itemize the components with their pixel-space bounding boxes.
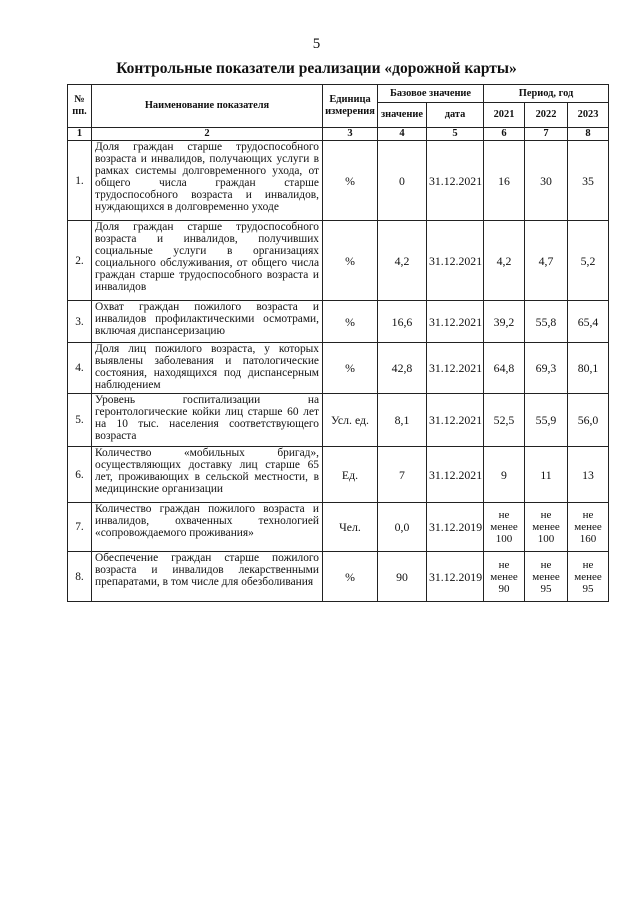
indicator-name: Доля граждан старше трудоспособного возраста и инвалидов, получающих услуги в рамках системы долговременного ухода, от общего числа граждан старше трудоспособного возраста и инвалидов, нуждающихся в долговременно уходе: [92, 141, 323, 221]
base-date-cell: 31.12.2021: [427, 221, 484, 301]
year-2022-cell: 11: [525, 447, 568, 503]
row-number: 5.: [68, 394, 92, 447]
year-2023-cell: 80,1: [568, 343, 609, 394]
year-2021-cell: 16: [484, 141, 525, 221]
header-unit: Единица измерения: [323, 85, 378, 128]
row-number: 3.: [68, 301, 92, 343]
header-year-2022: 2022: [525, 103, 568, 128]
table-row: [68, 221, 609, 301]
year-2023-cell: 65,4: [568, 301, 609, 343]
header-base-date: дата: [427, 103, 484, 128]
base-date-cell: 31.12.2019: [427, 503, 484, 552]
unit-cell: %: [323, 301, 378, 343]
column-number: 3: [323, 128, 378, 141]
year-2021-cell: 4,2: [484, 221, 525, 301]
unit-cell: Усл. ед.: [323, 394, 378, 447]
year-2022-cell: 55,9: [525, 394, 568, 447]
table-row: [68, 343, 609, 394]
year-2022-cell: не менее 100: [525, 503, 568, 552]
row-number: 8.: [68, 552, 92, 602]
year-2021-cell: 39,2: [484, 301, 525, 343]
unit-cell: %: [323, 552, 378, 602]
indicator-name: Охват граждан пожилого возраста и инвалидов профилактическими осмотрами, включая диспансеризацию: [92, 301, 323, 343]
base-date-cell: 31.12.2021: [427, 343, 484, 394]
year-2022-cell: не менее 95: [525, 552, 568, 602]
row-number: 6.: [68, 447, 92, 503]
row-number: 2.: [68, 221, 92, 301]
indicator-name: Количество граждан пожилого возраста и инвалидов, охваченных технологией «сопровождаемого проживания»: [92, 503, 323, 552]
header-num: № пп.: [68, 85, 92, 128]
column-number: 5: [427, 128, 484, 141]
column-numbers-row: [68, 128, 609, 141]
table-row: [68, 301, 609, 343]
base-date-cell: 31.12.2019: [427, 552, 484, 602]
year-2021-cell: 64,8: [484, 343, 525, 394]
base-value-cell: 0,0: [378, 503, 427, 552]
base-date-cell: 31.12.2021: [427, 394, 484, 447]
base-value-cell: 90: [378, 552, 427, 602]
header-name: Наименование показателя: [92, 85, 323, 128]
table-row: [68, 552, 609, 602]
column-number: 8: [568, 128, 609, 141]
table-row: [68, 447, 609, 503]
unit-cell: Ед.: [323, 447, 378, 503]
year-2022-cell: 69,3: [525, 343, 568, 394]
year-2021-cell: 52,5: [484, 394, 525, 447]
column-number: 1: [68, 128, 92, 141]
kpi-table: [67, 84, 609, 602]
base-value-cell: 42,8: [378, 343, 427, 394]
column-number: 6: [484, 128, 525, 141]
document-title: Контрольные показатели реализации «дорожной карты»: [116, 60, 517, 77]
column-number: 2: [92, 128, 323, 141]
header-year-2023: 2023: [568, 103, 609, 128]
table-row: [68, 394, 609, 447]
unit-cell: Чел.: [323, 503, 378, 552]
year-2022-cell: 55,8: [525, 301, 568, 343]
base-value-cell: 4,2: [378, 221, 427, 301]
year-2023-cell: не менее 95: [568, 552, 609, 602]
header-period: Период, год: [484, 85, 609, 103]
row-number: 4.: [68, 343, 92, 394]
unit-cell: %: [323, 221, 378, 301]
base-date-cell: 31.12.2021: [427, 141, 484, 221]
base-value-cell: 7: [378, 447, 427, 503]
year-2021-cell: 9: [484, 447, 525, 503]
row-number: 7.: [68, 503, 92, 552]
table-row: [68, 503, 609, 552]
unit-cell: %: [323, 343, 378, 394]
year-2021-cell: не менее 90: [484, 552, 525, 602]
indicator-name: Доля лиц пожилого возраста, у которых выявлены заболевания и патологические состояния, находящихся под диспансерным наблюдением: [92, 343, 323, 394]
base-date-cell: 31.12.2021: [427, 301, 484, 343]
year-2023-cell: 35: [568, 141, 609, 221]
page-number: 5: [312, 36, 321, 52]
header-year-2021: 2021: [484, 103, 525, 128]
year-2023-cell: 13: [568, 447, 609, 503]
year-2023-cell: 5,2: [568, 221, 609, 301]
year-2023-cell: 56,0: [568, 394, 609, 447]
table-body: [68, 128, 609, 602]
column-number: 4: [378, 128, 427, 141]
header-base: Базовое значение: [378, 85, 484, 103]
base-value-cell: 0: [378, 141, 427, 221]
year-2022-cell: 4,7: [525, 221, 568, 301]
indicator-name: Доля граждан старше трудоспособного возраста и инвалидов, получивших социальные услуги в организациях социального обслуживания, от общего числа граждан старше трудоспособного возраста и инвалидов: [92, 221, 323, 301]
table-header: [68, 85, 609, 128]
year-2023-cell: не менее 160: [568, 503, 609, 552]
unit-cell: %: [323, 141, 378, 221]
column-number: 7: [525, 128, 568, 141]
row-number: 1.: [68, 141, 92, 221]
base-date-cell: 31.12.2021: [427, 447, 484, 503]
indicator-name: Уровень госпитализации на геронтологические койки лиц старше 60 лет на 10 тыс. населения соответствующего возраста: [92, 394, 323, 447]
base-value-cell: 16,6: [378, 301, 427, 343]
indicator-name: Количество «мобильных бригад», осуществляющих доставку лиц старше 65 лет, проживающих в сельской местности, в медицинские организации: [92, 447, 323, 503]
year-2021-cell: не менее 100: [484, 503, 525, 552]
base-value-cell: 8,1: [378, 394, 427, 447]
table-row: [68, 141, 609, 221]
header-base-value: значение: [378, 103, 427, 128]
year-2022-cell: 30: [525, 141, 568, 221]
indicator-name: Обеспечение граждан старше пожилого возраста и инвалидов лекарственными препаратами, в том числе для обезболивания: [92, 552, 323, 602]
